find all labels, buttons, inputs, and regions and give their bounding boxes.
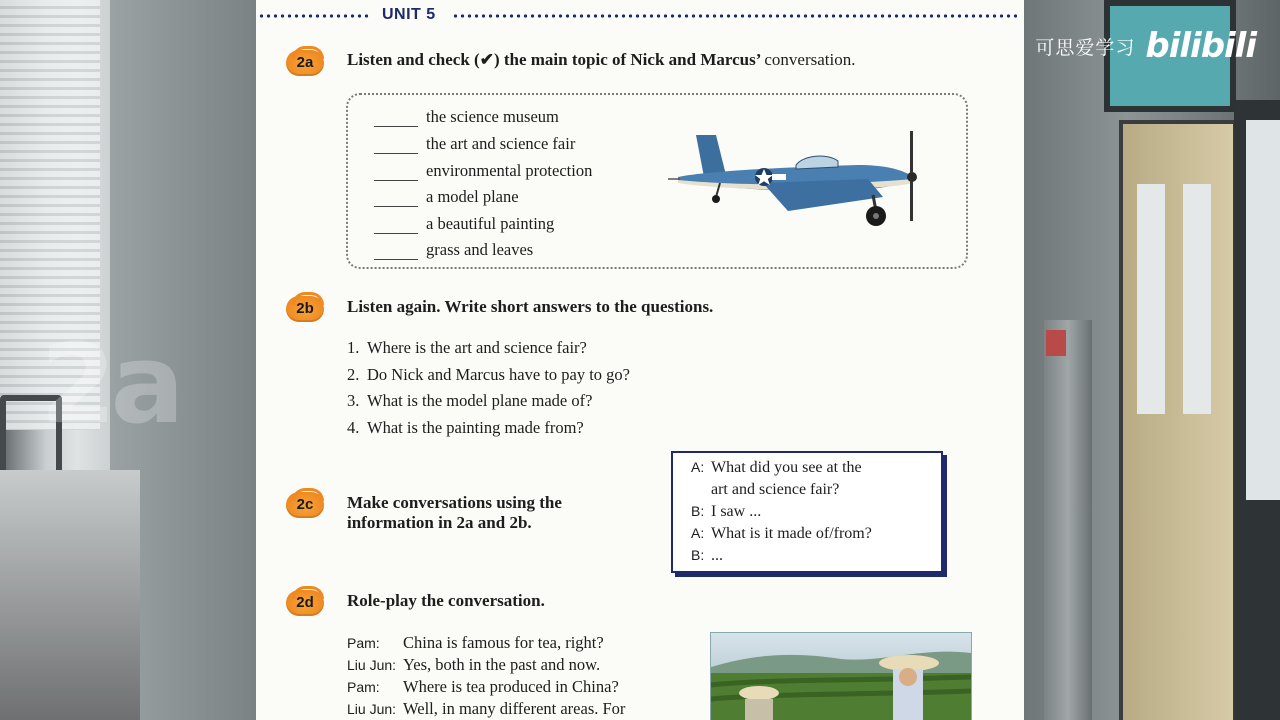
dialog-text: What did you see at the [711,459,862,476]
check-blank[interactable] [374,232,418,234]
choice-label: grass and leaves [426,240,534,259]
instruction-line: Make conversations using the [347,493,562,512]
speaker-label: B: [691,503,705,519]
instruction-line: information in 2a and 2b. [347,513,532,532]
speaker-label [691,481,711,499]
question-text: What is the model plane made of? [367,391,593,410]
roleplay-line [347,677,619,697]
section-badge-2c: 2c [286,492,324,518]
check-blank[interactable] [374,205,418,207]
question-text: What is the painting made from? [367,418,584,437]
instruction-light: conversation. [764,50,856,69]
brand-overlay [1035,26,1256,66]
section-badge-2d: 2d [286,590,324,616]
pillar [1044,320,1092,720]
dotted-rule [452,14,1020,18]
speaker-label: Liu Jun: [347,657,397,673]
textbook-page [256,0,1024,720]
choice-label: a beautiful painting [426,214,555,233]
question-text: Do Nick and Marcus have to pay to go? [367,365,631,384]
check-blank[interactable] [374,258,418,260]
dialog-line [691,481,931,499]
watermark-text: 2a [40,320,179,448]
choice-label: the art and science fair [426,134,576,153]
sample-dialog-box [671,451,943,573]
dotted-rule [258,14,370,18]
choice-item [374,134,575,154]
instruction-bold: Listen and check (✔) the main topic of Nick and Marcus’ [347,50,761,69]
question-number: 2. [347,365,360,384]
door [1119,120,1237,720]
brand-chinese-text: 可思爱学习 [1035,36,1136,59]
door-pane [1137,184,1165,414]
roleplay-text: Well, in many different areas. For [403,699,626,718]
speaker-label: A: [691,459,705,475]
roleplay-text: Yes, both in the past and now. [403,655,601,674]
bilibili-logo: bilibili [1145,26,1256,66]
unit-title: UNIT 5 [382,6,436,23]
check-blank[interactable] [374,179,418,181]
question-number: 4. [347,418,360,437]
door-pane [1183,184,1211,414]
speaker-label: Liu Jun: [347,701,397,717]
section-2a-instruction [347,50,855,70]
speaker-label: A: [691,525,705,541]
dialog-line [691,525,931,543]
tea-pickers-illustration [711,633,971,720]
dialog-text: art and science fair? [711,481,840,498]
speaker-label: B: [691,547,705,563]
choice-label: the science museum [426,107,559,126]
roleplay-line [347,655,600,675]
check-blank[interactable] [374,152,418,154]
topic-choices-box [346,93,968,269]
check-blank[interactable] [374,125,418,127]
section-2c-instruction [347,493,562,533]
speaker-label: Pam: [347,635,380,651]
roleplay-line [347,633,604,653]
choice-item [374,187,519,207]
window-frame [1234,100,1280,720]
roleplay-line [347,699,625,719]
question-text: Where is the art and science fair? [367,338,587,357]
section-2b-instruction: Listen again. Write short answers to the questions. [347,297,714,316]
section-badge-2a: 2a [286,50,324,76]
model-plane-illustration [668,125,930,227]
choice-item [374,240,533,260]
window-sill [0,470,140,720]
question-item [347,338,587,358]
tea-plantation-photo [710,632,972,720]
roleplay-text: China is famous for tea, right? [403,633,604,652]
dialog-line [691,459,931,477]
window-glass [1246,120,1280,500]
question-item [347,418,584,438]
fire-alarm [1046,330,1066,356]
unit-header [256,4,1024,26]
dialog-text: ... [711,547,723,564]
speaker-label: Pam: [347,679,380,695]
question-item [347,391,592,411]
background-right [1024,0,1280,720]
background-left [0,0,256,720]
choice-item [374,214,554,234]
choice-label: environmental protection [426,161,593,180]
section-badge-2b: 2b [286,296,324,322]
question-number: 1. [347,338,360,357]
section-2d-instruction: Role-play the conversation. [347,591,545,610]
dialog-text: I saw ... [711,503,762,520]
dialog-line [691,547,931,565]
roleplay-text: Where is tea produced in China? [403,677,619,696]
question-item [347,365,630,385]
dialog-line [691,503,931,521]
question-number: 3. [347,391,360,410]
choice-item [374,161,592,181]
dialog-text: What is it made of/from? [711,525,872,542]
choice-item [374,107,559,127]
choice-label: a model plane [426,187,519,206]
